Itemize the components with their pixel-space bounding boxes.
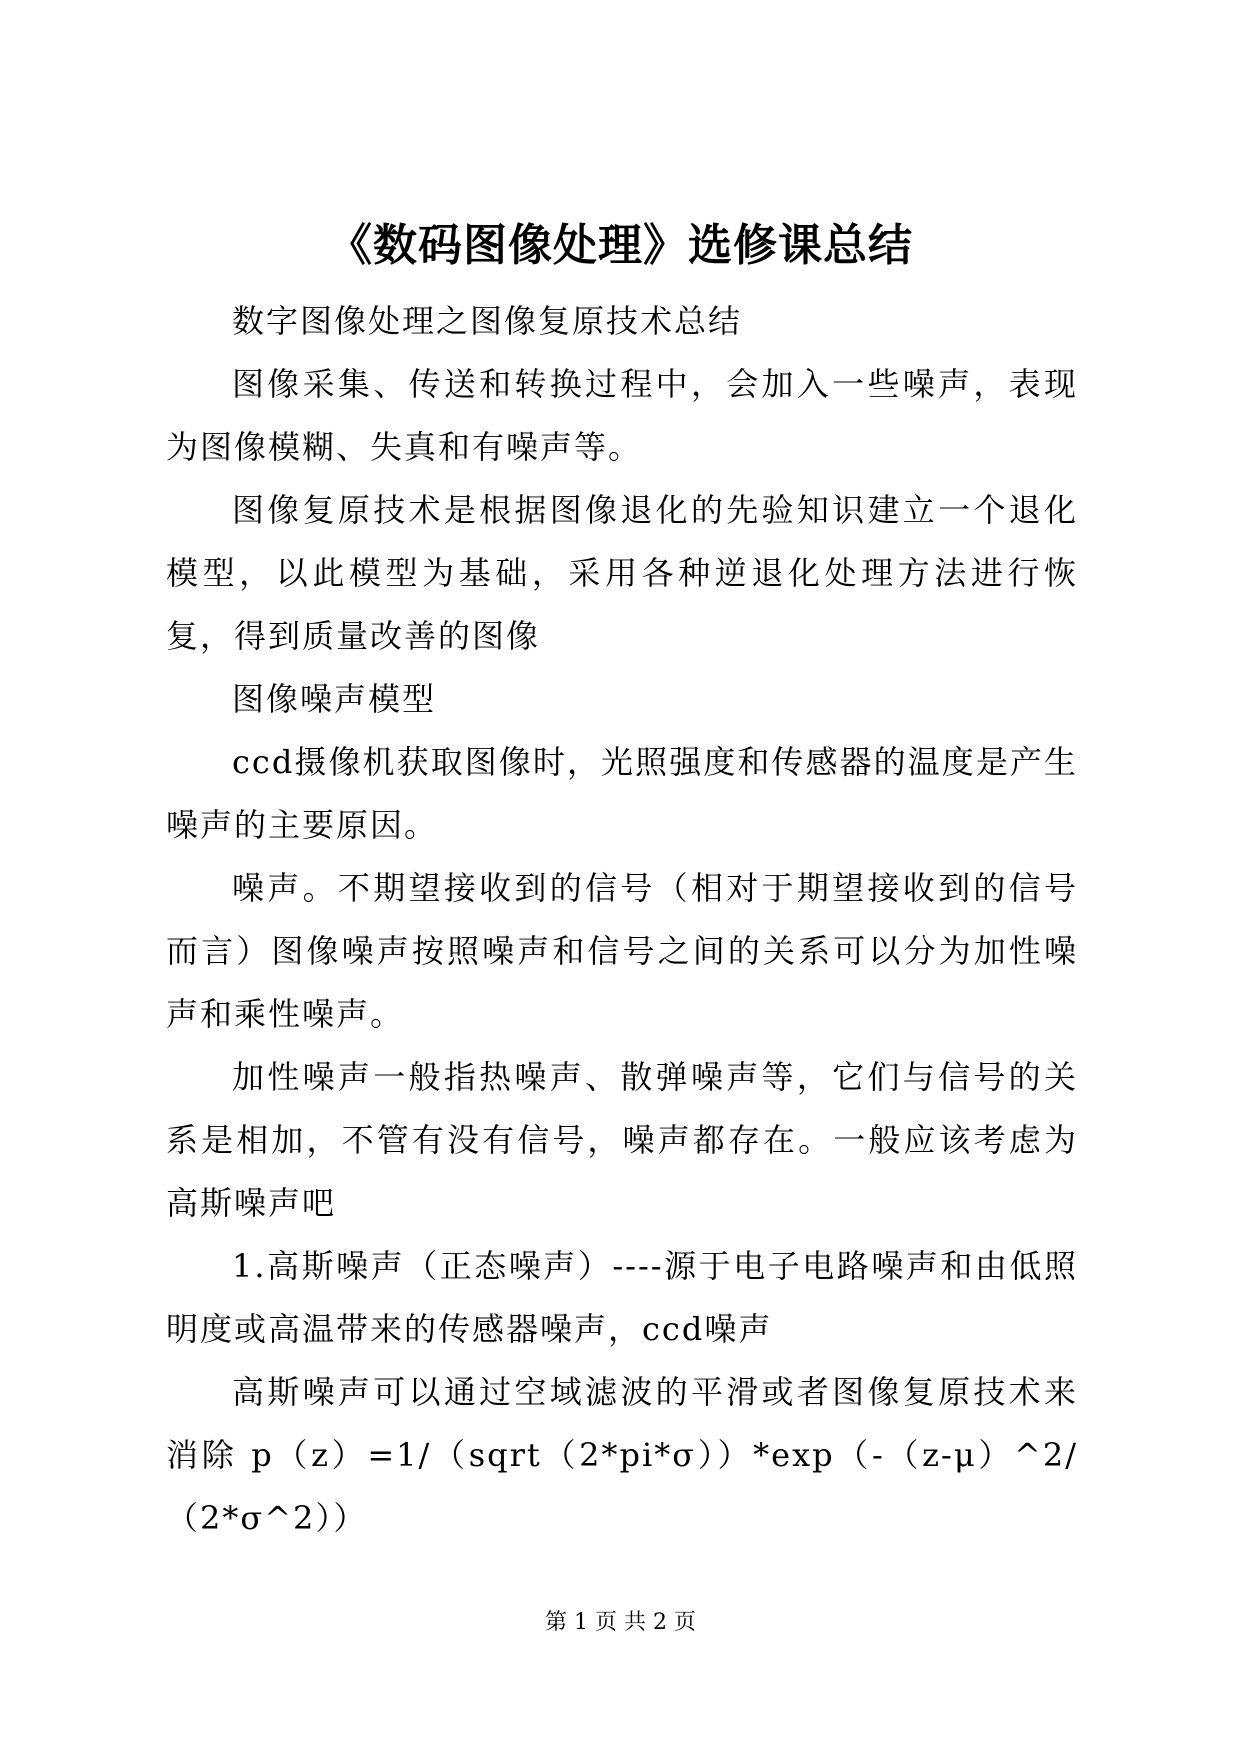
document-body <box>166 290 1078 1550</box>
document-title: 《数码图像处理》选修课总结 <box>328 220 913 271</box>
paragraph: 图像采集、传送和转换过程中，会加入一些噪声，表现为图像模糊、失真和有噪声等。 <box>166 365 1078 466</box>
paragraph: 噪声。不期望接收到的信号（相对于期望接收到的信号而言）图像噪声按照噪声和信号之间的关系可以分为加性噪声和乘性噪声。 <box>166 869 1078 1033</box>
paragraph: 图像复原技术是根据图像退化的先验知识建立一个退化模型，以此模型为基础，采用各种逆退化处理方法进行恢复，得到质量改善的图像 <box>166 491 1078 655</box>
paragraph: 加性噪声一般指热噪声、散弹噪声等，它们与信号的关系是相加，不管有没有信号，噪声都存在。一般应该考虑为高斯噪声吧 <box>166 1058 1078 1222</box>
paragraph: 图像噪声模型 <box>232 680 437 718</box>
paragraph: ccd摄像机获取图像时，光照强度和传感器的温度是产生噪声的主要原因。 <box>166 743 1078 844</box>
paragraph: 数字图像处理之图像复原技术总结 <box>232 302 743 340</box>
page-number-footer: 第 1 页 共 2 页 <box>545 1610 696 1635</box>
paragraph: 高斯噪声可以通过空域滤波的平滑或者图像复原技术来消除 p（z）=1/（sqrt（2*pi*σ））*exp（-（z-μ）^2/（2*σ^2）） <box>166 1373 1078 1537</box>
paragraph: 1.高斯噪声（正态噪声）----源于电子电路噪声和由低照明度或高温带来的传感器噪声，ccd噪声 <box>166 1247 1078 1348</box>
